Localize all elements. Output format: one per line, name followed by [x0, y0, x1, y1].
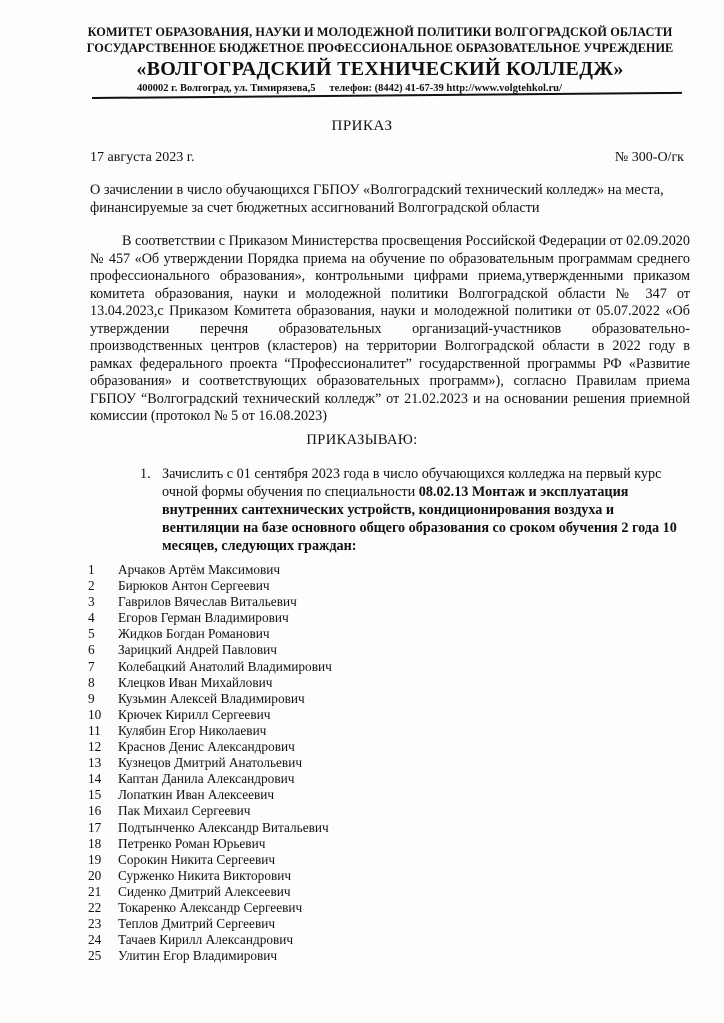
student-row [88, 675, 332, 691]
student-name: Крючек Кирилл Сергеевич [118, 706, 271, 722]
student-number: 4 [88, 610, 95, 626]
student-list [88, 562, 332, 964]
student-number: 14 [88, 771, 102, 787]
student-row [88, 594, 332, 610]
order-item-text [162, 465, 695, 555]
student-name: Гаврилов Вячеслав Витальевич [118, 594, 297, 610]
student-name: Подтынченко Александр Витальевич [118, 819, 329, 835]
document-title: ПРИКАЗ [331, 118, 393, 134]
header-college-name: «ВОЛГОГРАДСКИЙ ТЕХНИЧЕСКИЙ КОЛЛЕДЖ» [136, 58, 624, 80]
student-row [88, 610, 332, 626]
student-number: 21 [88, 883, 102, 899]
student-number: 9 [88, 690, 95, 706]
student-row [88, 755, 332, 771]
order-date: 17 августа 2023 г. [90, 150, 195, 165]
student-name: Егоров Герман Владимирович [118, 610, 289, 626]
student-row [88, 900, 332, 916]
student-name: Сурженко Никита Викторович [118, 867, 292, 883]
student-row [88, 771, 332, 787]
student-name: Кулябин Егор Николаевич [118, 722, 267, 738]
student-name: Бирюков Антон Сергеевич [118, 578, 270, 594]
student-name: Краснов Денис Александрович [118, 739, 295, 755]
student-number: 23 [88, 916, 102, 932]
order-directive: ПРИКАЗЫВАЮ: [306, 432, 418, 448]
student-number: 11 [88, 722, 101, 738]
student-number: 3 [88, 594, 95, 610]
student-row [88, 868, 332, 884]
student-name: Теплов Дмитрий Сергеевич [118, 916, 276, 932]
student-row [88, 626, 332, 642]
student-number: 13 [88, 755, 102, 771]
student-name: Улитин Егор Владимирович [118, 948, 278, 964]
header-committee: КОМИТЕТ ОБРАЗОВАНИЯ, НАУКИ И МОЛОДЕЖНОЙ ПОЛИТИКИ ВОЛГОГРАДСКОЙ ОБЛАСТИ [87, 25, 673, 39]
student-row [88, 659, 332, 675]
order-number: № 300-О/гк [614, 150, 684, 165]
student-row [88, 691, 332, 707]
student-row [88, 707, 332, 723]
header-contacts: телефон: (8442) 41-67-39 http://www.volgtehkol.ru/ [329, 83, 562, 94]
student-number: 19 [88, 851, 102, 867]
student-number: 22 [88, 899, 102, 915]
student-number: 12 [88, 739, 102, 755]
student-row [88, 787, 332, 803]
order-preamble: В соответствии с Приказом Министерства просвещения Российской Федерации от 02.09.2020 № 457 «Об утверждении Порядка приема на обучение по образовательным программам среднего профессионального образования», контрольными цифрами приема,утвержденными приказом комитета образования, науки и молодежной политики Волгоградской области № 347 от 13.04.2023,с Приказом Комитета образования, науки и молодежной политики от 05.07.2022 «Об утверждении перечня образовательных организаций-участников образовательно-производственных центров (кластеров) на территории Волгоградской области в 2022 году в рамках федерального проекта “Профессионалитет” государственной программы РФ «Развитие образования» и соответствующих образовательных программ»), согласно Правилам приема ГБПОУ “Волгоградский технический колледж” от 21.02.2023 и на основании решения приемной комиссии (протокол № 5 от 16.08.2023) [90, 233, 690, 424]
student-name: Кузнецов Дмитрий Анатольевич [118, 755, 303, 771]
student-name: Петренко Роман Юрьевич [118, 835, 266, 851]
student-number: 25 [88, 948, 102, 964]
student-name: Сорокин Никита Сергеевич [118, 851, 276, 867]
student-name: Тачаев Кирилл Александрович [118, 932, 294, 948]
student-row [88, 803, 332, 819]
student-number: 7 [88, 658, 95, 674]
student-number: 2 [88, 578, 95, 594]
student-row [88, 884, 332, 900]
order-item-specialty: 08.02.13 Монтаж и эксплуатация внутренних сантехнических устройств, кондиционирования воздуха и вентиляции на базе основного общего образования со сроком обучения 2 года 10 месяцев, следующих граждан: [162, 484, 677, 554]
student-number: 8 [88, 674, 95, 690]
student-name: Кузьмин Алексей Владимирович [118, 690, 305, 706]
student-row [88, 916, 332, 932]
header-address: 400002 г. Волгоград, ул. Тимирязева,5 [137, 83, 316, 94]
student-number: 10 [88, 706, 102, 722]
student-number: 6 [88, 642, 95, 658]
student-row [88, 739, 332, 755]
student-name: Пак Михаил Сергеевич [118, 803, 251, 819]
student-row [88, 723, 332, 739]
student-number: 16 [88, 803, 102, 819]
student-name: Каптан Данила Александрович [118, 771, 295, 787]
student-row [88, 852, 332, 868]
student-row [88, 948, 332, 964]
order-subject: О зачислении в число обучающихся ГБПОУ «Волгоградский технический колледж» на места, финансируемые за счет бюджетных ассигнований Волгоградской области [90, 182, 664, 216]
order-item-1 [140, 465, 695, 555]
header-institution-type: ГОСУДАРСТВЕННОЕ БЮДЖЕТНОЕ ПРОФЕССИОНАЛЬНОЕ ОБРАЗОВАТЕЛЬНОЕ УЧРЕЖДЕНИЕ [86, 41, 674, 55]
student-row [88, 836, 332, 852]
student-row [88, 642, 332, 658]
student-row [88, 562, 332, 578]
student-number: 24 [88, 932, 102, 948]
student-name: Арчаков Артём Максимович [118, 562, 281, 577]
order-item-text-plain: Зачислить с 01 сентября 2023 года в число обучающихся колледжа на первый курс очной формы обучения по специальности [162, 466, 662, 500]
student-name: Зарицкий Андрей Павлович [118, 642, 277, 658]
student-row [88, 578, 332, 594]
student-name: Лопаткин Иван Алексеевич [118, 787, 275, 803]
student-number: 18 [88, 835, 102, 851]
student-row [88, 820, 332, 836]
student-number: 5 [88, 626, 95, 642]
student-number: 15 [88, 787, 102, 803]
order-item-number: 1. [140, 466, 151, 482]
student-name: Клецков Иван Михайлович [118, 674, 273, 690]
student-row [88, 932, 332, 948]
student-name: Колебацкий Анатолий Владимирович [118, 658, 332, 674]
student-number: 17 [88, 819, 102, 835]
student-number: 1 [88, 562, 95, 577]
student-name: Токаренко Александр Сергеевич [118, 899, 303, 915]
student-number: 20 [88, 867, 102, 883]
header-address-line [137, 83, 562, 94]
student-name: Жидков Богдан Романович [118, 626, 270, 642]
student-name: Сиденко Дмитрий Алексеевич [118, 883, 291, 899]
